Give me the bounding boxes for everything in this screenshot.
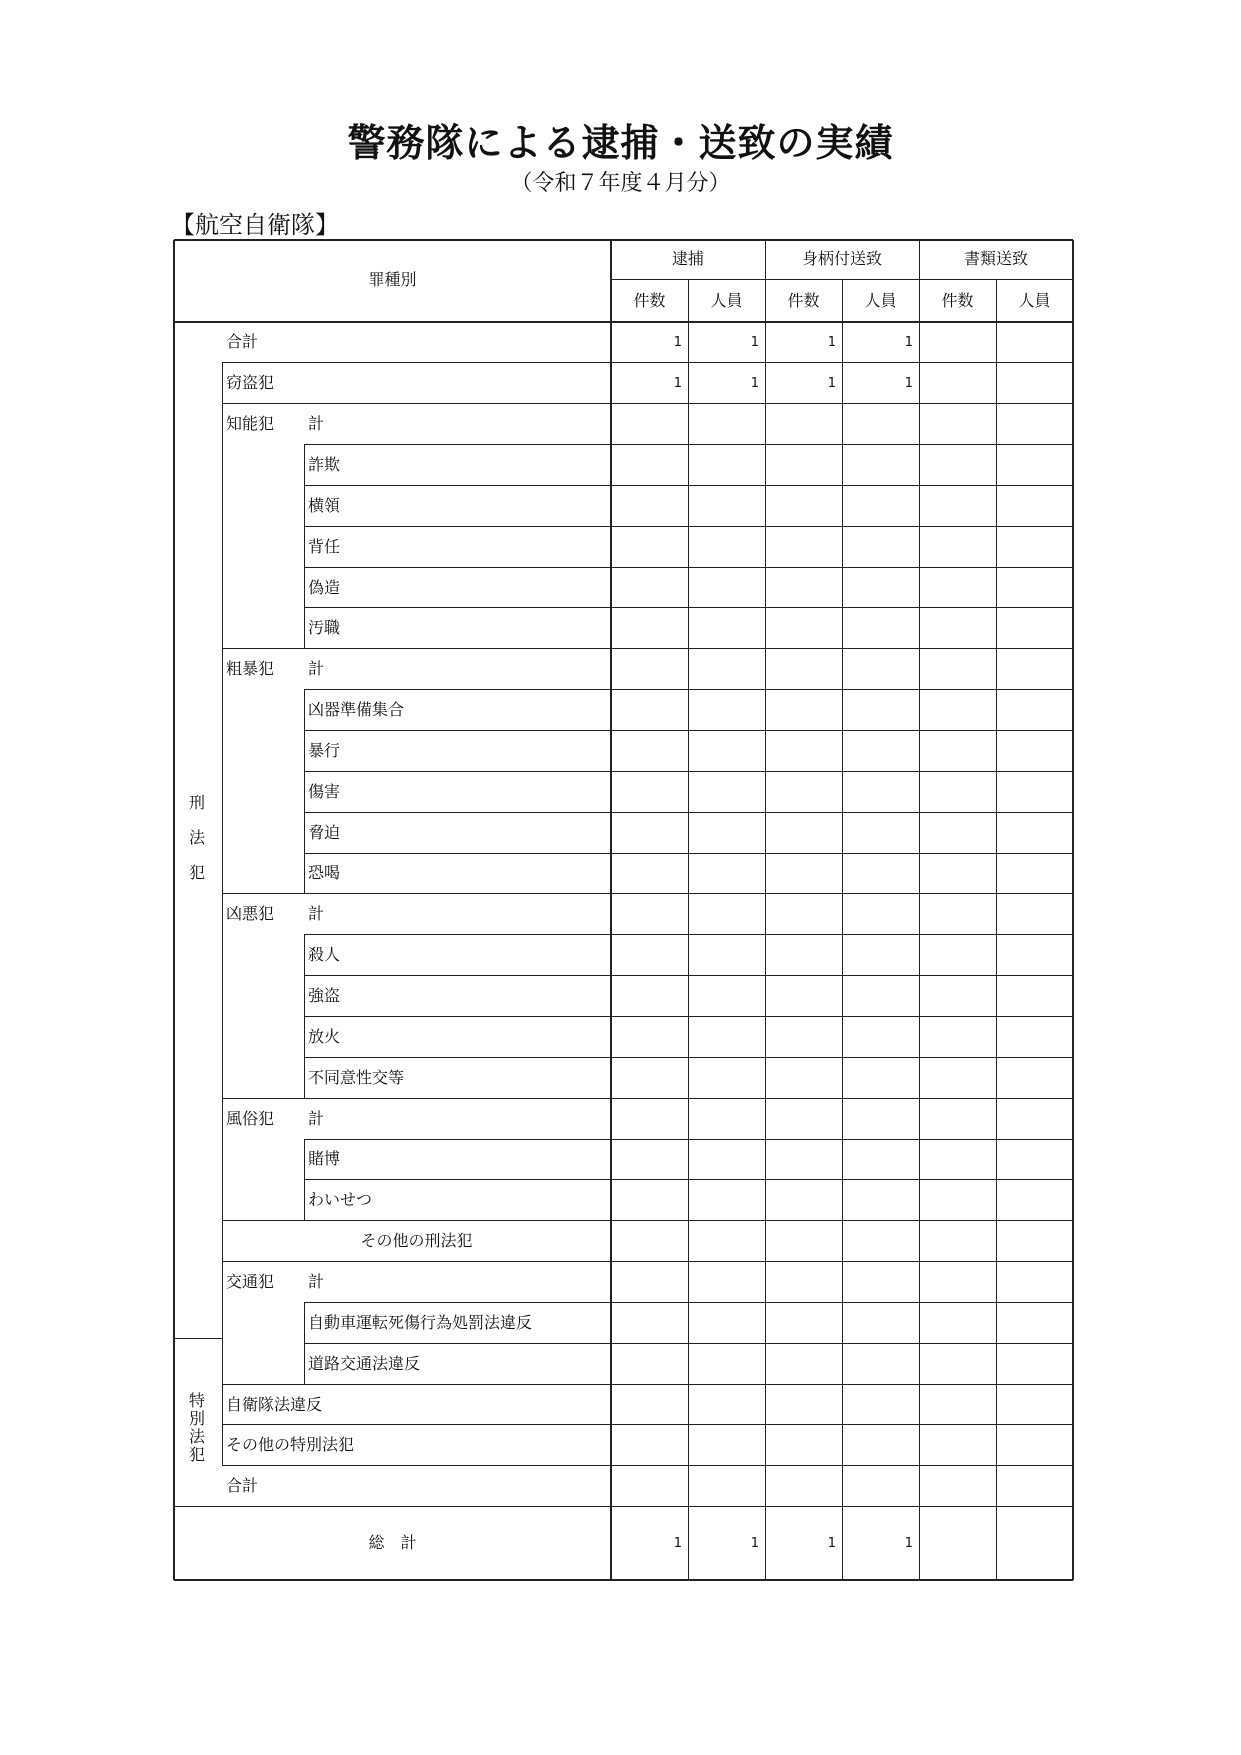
table-rule <box>304 1016 611 1017</box>
subcategory-label: 偽造 <box>308 577 341 597</box>
table-rule <box>611 485 1073 486</box>
subcategory-label: 脅迫 <box>308 822 341 842</box>
table-rule <box>222 1261 611 1262</box>
category-label: 交通犯 <box>226 1271 275 1291</box>
grand-total-value: 1 <box>673 1536 682 1552</box>
grand-total-value: 1 <box>904 1536 913 1552</box>
category-label: 粗暴犯 <box>226 659 275 679</box>
organization-label: 【航空自衛隊】 <box>171 211 339 239</box>
table-cell-value: 1 <box>827 335 836 351</box>
table-rule <box>304 445 305 649</box>
table-rule <box>304 1343 611 1344</box>
table-rule <box>611 1384 1073 1385</box>
table-rule <box>765 240 766 1580</box>
column-group-header: 身柄付送致 <box>801 249 882 268</box>
table-rule <box>222 893 611 894</box>
table-rule <box>174 1506 611 1507</box>
row-header-label: 罪種別 <box>368 270 417 289</box>
category-label: 窃盗犯 <box>226 373 275 393</box>
column-subheader: 件数 <box>941 291 974 310</box>
column-subheader: 件数 <box>633 291 666 310</box>
table-rule <box>304 526 611 527</box>
column-subheader: 件数 <box>787 291 820 310</box>
subcategory-label: 横領 <box>308 495 341 515</box>
table-rule <box>304 690 305 894</box>
table-rule <box>304 934 611 935</box>
category-label: 合計 <box>226 332 259 352</box>
table-rule <box>222 1465 611 1466</box>
table-cell-value: 1 <box>673 376 682 392</box>
grand-total-value: 1 <box>827 1536 836 1552</box>
table-rule <box>611 1057 1073 1058</box>
table-rule <box>611 567 1073 568</box>
subcategory-label: 自動車運転死傷行為処罰法違反 <box>308 1312 533 1332</box>
table-rule <box>842 279 843 1580</box>
column-subheader: 人員 <box>1018 291 1051 310</box>
page-subtitle: （令和７年度４月分） <box>510 171 731 196</box>
subcategory-label: 凶器準備集合 <box>308 700 405 720</box>
criminal-law-label: 刑 <box>188 793 205 812</box>
table-rule <box>611 362 1073 363</box>
special-law-label: 法 <box>188 1427 205 1446</box>
table-rule <box>304 1139 611 1140</box>
grand-total-value: 1 <box>750 1536 759 1552</box>
table-rule <box>222 363 223 1466</box>
table-rule <box>611 1016 1073 1017</box>
table-rule <box>611 1179 1073 1180</box>
subcategory-label: 殺人 <box>308 945 341 965</box>
table-rule <box>304 730 611 731</box>
table-rule <box>304 1302 611 1303</box>
subcategory-label: わいせつ <box>308 1190 373 1210</box>
special-law-label: 特 <box>188 1391 205 1410</box>
table-rule <box>174 239 1073 241</box>
table-rule <box>611 1424 1073 1425</box>
table-cell-value: 1 <box>750 335 759 351</box>
table-rule <box>304 444 611 445</box>
category-label: 自衛隊法違反 <box>226 1394 323 1414</box>
category-label: 知能犯 <box>226 414 275 434</box>
table-rule <box>174 321 1073 323</box>
table-rule <box>611 1302 1073 1303</box>
table-rule <box>611 1261 1073 1262</box>
table-rule <box>611 689 1073 690</box>
table-rule <box>304 689 611 690</box>
subcategory-label: 不同意性交等 <box>308 1067 405 1087</box>
table-rule <box>304 1057 611 1058</box>
table-rule <box>611 1343 1073 1344</box>
table-rule <box>173 240 175 1580</box>
table-cell-value: 1 <box>904 376 913 392</box>
column-subheader: 人員 <box>864 291 897 310</box>
table-rule <box>222 648 611 649</box>
subcategory-label: 賭博 <box>308 1149 341 1169</box>
category-label: 凶悪犯 <box>226 904 275 924</box>
table-rule <box>919 240 920 1580</box>
table-rule <box>611 403 1073 404</box>
subcategory-label: 計 <box>308 414 325 434</box>
table-rule <box>222 1424 611 1425</box>
page-title: 警務隊による逮捕・送致の実績 <box>347 121 894 165</box>
table-rule <box>611 526 1073 527</box>
table-rule <box>304 1302 305 1384</box>
category-label: 風俗犯 <box>226 1108 275 1128</box>
table-rule <box>611 1465 1073 1466</box>
table-rule <box>222 1220 611 1221</box>
table-rule <box>174 1579 1073 1581</box>
table-rule <box>611 607 1073 608</box>
table-rule <box>304 607 611 608</box>
table-rule <box>611 1139 1073 1140</box>
subcategory-label: 暴行 <box>308 740 341 760</box>
column-group-header: 逮捕 <box>671 249 704 268</box>
subcategory-label: 計 <box>308 1108 325 1128</box>
subcategory-label: 傷害 <box>308 781 341 801</box>
special-law-label: 犯 <box>188 1445 205 1464</box>
subcategory-label: 背任 <box>308 536 341 556</box>
table-rule <box>611 975 1073 976</box>
subcategory-label: 計 <box>308 904 325 924</box>
table-rule <box>304 567 611 568</box>
table-rule <box>611 444 1073 445</box>
table-cell-value: 1 <box>904 335 913 351</box>
table-rule <box>304 935 305 1098</box>
table-rule <box>611 648 1073 649</box>
table-rule <box>304 1139 305 1221</box>
table-rule <box>610 240 612 1580</box>
column-group-header: 書類送致 <box>963 249 1028 268</box>
table-rule <box>611 1098 1073 1099</box>
table-rule <box>1072 240 1074 1580</box>
table-rule <box>611 812 1073 813</box>
criminal-law-label: 犯 <box>188 863 205 882</box>
subcategory-label: 道路交通法違反 <box>308 1353 421 1373</box>
subcategory-label: 詐欺 <box>308 454 341 474</box>
grand-total-label: 総 計 <box>368 1533 417 1553</box>
table-rule <box>222 362 611 363</box>
table-rule <box>688 279 689 1580</box>
category-label: その他の特別法犯 <box>226 1435 355 1455</box>
table-cell-value: 1 <box>673 335 682 351</box>
column-subheader: 人員 <box>710 291 743 310</box>
table-rule <box>611 893 1073 894</box>
special-law-label: 別 <box>188 1409 205 1428</box>
table-rule <box>611 1220 1073 1221</box>
table-rule <box>174 1338 222 1339</box>
table-rule <box>611 771 1073 772</box>
table-rule <box>611 730 1073 731</box>
table-rule <box>611 1506 1073 1507</box>
table-rule <box>304 812 611 813</box>
criminal-law-label: 法 <box>188 828 205 847</box>
table-rule <box>222 403 611 404</box>
category-label: その他の刑法犯 <box>360 1231 473 1251</box>
subcategory-label: 恐喝 <box>308 863 341 883</box>
table-rule <box>996 279 997 1580</box>
subcategory-label: 汚職 <box>308 618 341 638</box>
table-rule <box>304 771 611 772</box>
category-label: 合計 <box>226 1476 259 1496</box>
table-rule <box>222 1384 611 1385</box>
subcategory-label: 放火 <box>308 1026 341 1046</box>
subcategory-label: 強盗 <box>308 986 341 1006</box>
table-rule <box>304 975 611 976</box>
table-cell-value: 1 <box>827 376 836 392</box>
table-rule <box>611 934 1073 935</box>
table-cell-value: 1 <box>750 376 759 392</box>
table-rule <box>611 853 1073 854</box>
table-rule <box>304 1179 611 1180</box>
table-rule <box>304 853 611 854</box>
subcategory-label: 計 <box>308 659 325 679</box>
table-rule <box>222 1098 611 1099</box>
subcategory-label: 計 <box>308 1271 325 1291</box>
table-rule <box>304 485 611 486</box>
